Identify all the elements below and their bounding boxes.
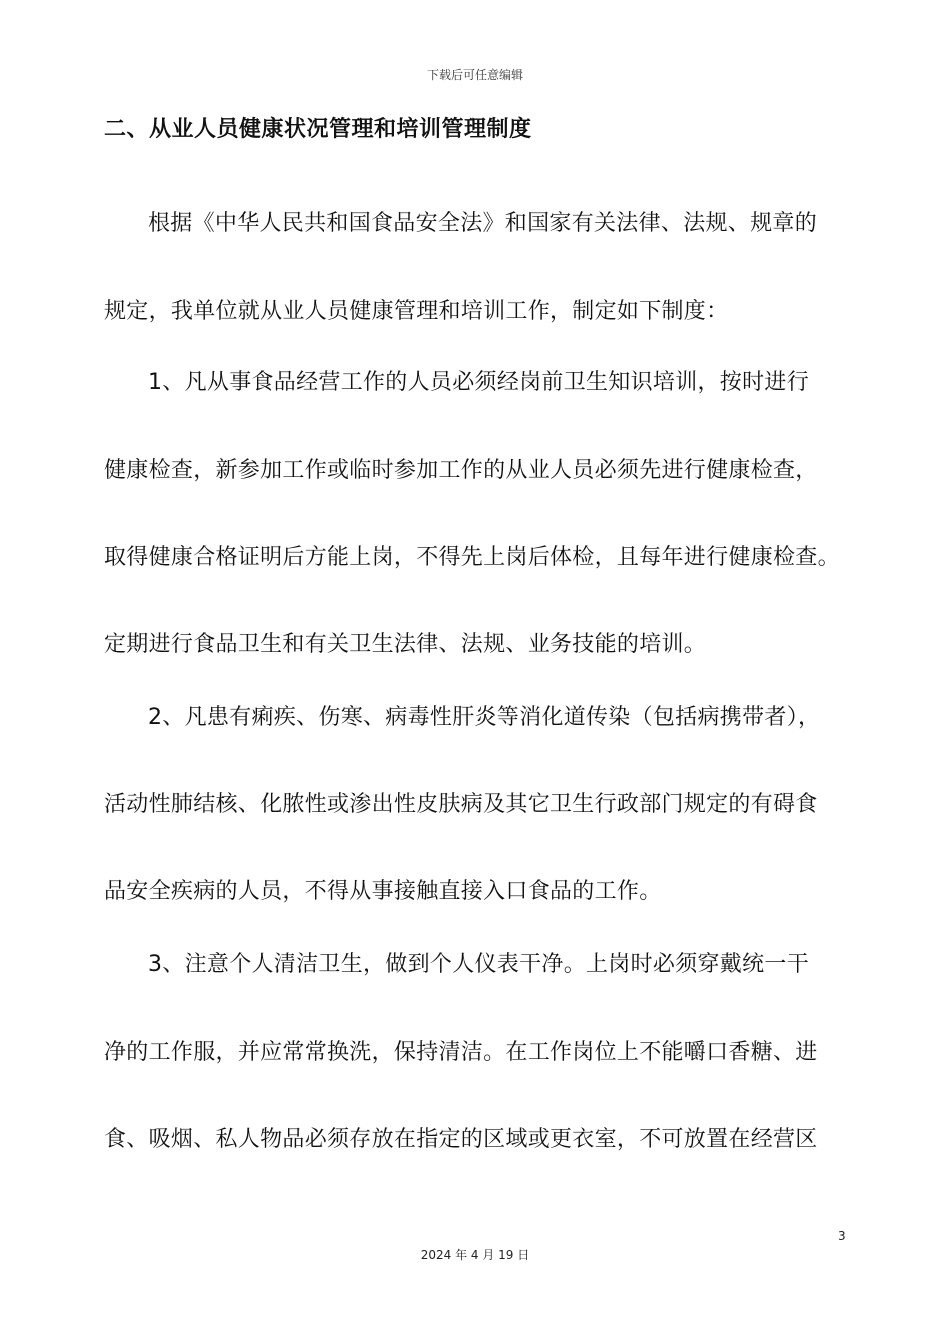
paragraph-line: 食、吸烟、私人物品必须存放在指定的区域或更衣室，不可放置在经营区 — [104, 1127, 818, 1152]
page-number: 3 — [838, 1229, 846, 1243]
footer-date: 2024 年 4 月 19 日 — [420, 1248, 530, 1262]
paragraph-line: 净的工作服，并应常常换洗，保持清洁。在工作岗位上不能嚼口香糖、进 — [104, 1040, 818, 1065]
section-title: 二、从业人员健康状况管理和培训管理制度 — [104, 117, 532, 142]
paragraph-line: 取得健康合格证明后方能上岗，不得先上岗后体检，且每年进行健康检查。 — [104, 545, 840, 570]
paragraph-line: 2、凡患有痢疾、伤寒、病毒性肝炎等消化道传染（包括病携带者）， — [148, 705, 821, 730]
paragraph-line: 1、凡从事食品经营工作的人员必须经岗前卫生知识培训，按时进行 — [148, 370, 809, 395]
paragraph-line: 定期进行食品卫生和有关卫生法律、法规、业务技能的培训。 — [104, 632, 707, 657]
paragraph-line: 活动性肺结核、化脓性或渗出性皮肤病及其它卫生行政部门规定的有碍食 — [104, 792, 818, 817]
paragraph-line: 规定，我单位就从业人员健康管理和培训工作，制定如下制度： — [104, 299, 729, 324]
header-note: 下载后可任意编辑 — [426, 68, 523, 82]
paragraph-line: 品安全疾病的人员，不得从事接触直接入口食品的工作。 — [104, 879, 662, 904]
paragraph-line: 3、注意个人清洁卫生，做到个人仪表干净。上岗时必须穿戴统一干 — [148, 952, 809, 977]
paragraph-line: 健康检查，新参加工作或临时参加工作的从业人员必须先进行健康检查， — [104, 458, 818, 483]
paragraph-line: 根据《中华人民共和国食品安全法》和国家有关法律、法规、规章的 — [148, 211, 818, 236]
